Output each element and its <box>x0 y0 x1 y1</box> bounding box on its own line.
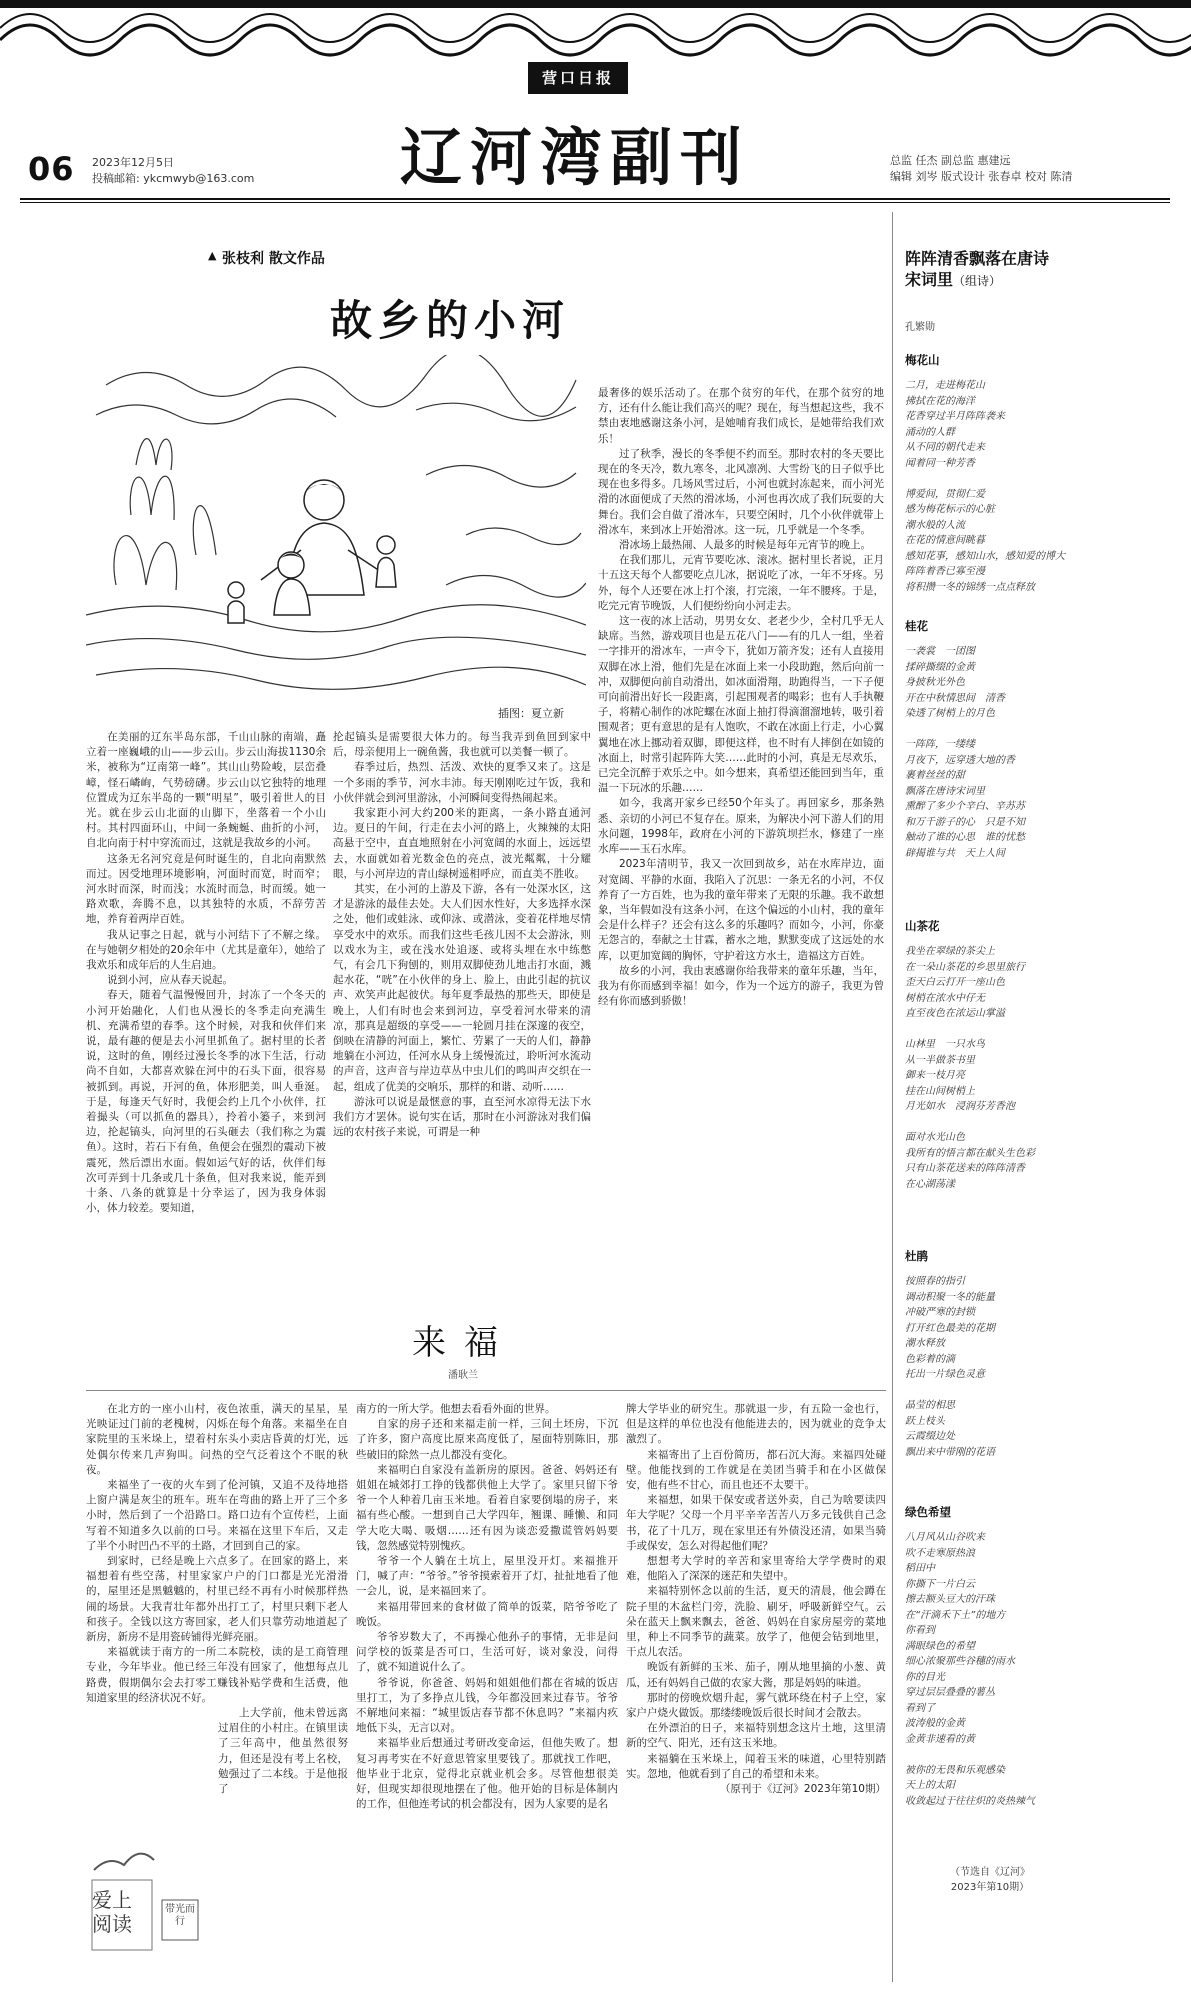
paragraph: 在北方的一座小山村，夜色浓重，满天的星星，星光映证过门前的老槐树，闪烁在每个角落。来福坐在自家院里的玉米垛上，望着村东头小卖店昏黄的灯光，远处偶尔传来几声狗叫。问热的空气泛着这个不眠的秋夜。 <box>86 1403 348 1476</box>
paragraph: 来福毕业后想通过考研改变命运，但他失败了。想复习再考实在不好意思管家里要钱了。那就找工作吧，他毕业于北京，觉得北京就业机会多。尽管他想很美好，但现实却很现地摆在了他。他开始的目标是体制内的工作，但他连考试的机会都没有，因为人家要的是名 <box>356 1737 618 1811</box>
column-separator <box>892 212 893 1982</box>
paragraph: 爷爷一个人躺在土坑上，屋里没开灯。来福推开门，喊了声：“爷爷。”爷爷摸索着开了灯，扯扯地看了他一会儿，说，是来福回来了。 <box>356 1555 618 1598</box>
poem-text: 我坐在翠绿的茶尖上 在一朵山茶花的乡思里旅行 歪天白云打开一座山色 树梢在浓水中仔无 直至夜色在浓运山掌溢 山林里 一只水鸟 从一半做茶书里 御来一枝月亮 挂在山间树梢上 月光如水 浸润芬芳香泡 面对水光山色 我所有的悟言都在献头生色彩 只有山茶花送来的阵阵清香 在心湖荡漾 <box>905 946 1035 1190</box>
article1-headline: 故乡的小河 <box>330 296 571 345</box>
paragraph: 想想考大学时的辛苦和家里寄给大学学费时的艰难，他陷入了深深的迷茫和失望中。 <box>626 1555 886 1583</box>
paragraph: 最奢侈的娱乐活动了。在那个贫穷的年代，在那个贫穷的地方，还有什么能让我们高兴的呢？现在，每当想起这些，我不禁由衷地感谢这条小河，是她哺育我们成长，是她带给我们欢乐！ <box>598 387 884 445</box>
article1-byline: 张枝利 散文作品 <box>222 251 325 267</box>
paragraph: 其实，在小河的上游及下游，各有一处深水区，这才是游泳的最佳去处。大人们因水性好，大多选择水深之处，他们或蛙泳、或仰泳、或潜泳，变着花样地尽情享受水中的欢乐。而我们这些毛孩儿因不太会游泳，则以戏水为主，或在浅水处追逐、或将头埋在水中练憋气，有会几下狗刨的，则用双脚使劲儿地击打水面，溅起水花，“咣”在小伙伴的身上、脸上，由此引起的抗议声、欢笑声此起彼伏。每年夏季最热的那些天，即使是晚上，人们有时也会来到河边，享受着河水带来的清凉，那真是超级的享受——一轮圆月挂在深邃的夜空，倒映在清静的河面上，繁忙、劳累了一天的人们，静静地躺在小河边，任河水从身上缓慢流过，聆听河水流动的声音，这声音与岸边草丛中虫儿们的鸣叫声交织在一起，组成了优美的交响乐，那样的和谐、动听…… <box>333 883 591 1093</box>
paragraph: 爷爷岁数大了，不再操心他孙子的事情，无非是问问学校的饭菜是否可口，生活可好，谈对象没，问得了，就不知道说什么了。 <box>356 1631 618 1674</box>
article2-rule <box>86 1390 886 1391</box>
paragraph: 故乡的小河，我由衷感谢你给我带来的童年乐趣，当年，我为有你而感到幸福！如今，作为一个远方的游子，我更为曾经有你而感到骄傲！ <box>598 964 884 1008</box>
header-rule-thin <box>20 202 1170 203</box>
paragraph: 我从记事之日起，就与小河结下了不解之缘。在与她朝夕相处的20余年中（尤其是童年），她给了我欢乐和成年后的人生启迪。 <box>86 928 326 972</box>
poem-title: 桂花 <box>905 619 928 633</box>
header-rule <box>20 198 1170 200</box>
paragraph: 在我们那儿，元宵节要吃冰、滚冰。据村里长者说，正月十五这天每个人都要吃点儿冰，据说吃了冰，一年不牙疼。另外，每个人还要在冰上打个滚，打完滚，一年不腰疼。于是，吃完元宵节晚饭，人们便纷纷向小河走去。 <box>598 554 884 612</box>
stamp-side-text: 带光而行 <box>165 1904 195 1927</box>
sidebar-author: 孔繁勋 <box>905 322 935 333</box>
paragraph: 晚饭有新鲜的玉米、茄子，刚从地里摘的小葱、黄瓜，还有妈妈自己做的农家大酱，那是妈妈的味道。 <box>626 1661 886 1689</box>
paragraph: 牌大学毕业的研究生。那就退一步，有五险一金也行，但是这样的单位也没有他能进去的，因为就业的竞争太激烈了。 <box>626 1403 886 1446</box>
paragraph: 来福特别怀念以前的生活，夏天的清晨，他会蹲在院子里的木盆栏门旁，洗脸、刷牙，呼吸新鲜空气。云朵在蓝天上飘来飘去，爸爸、妈妈在自家房屋旁的菜地里，种上不同季节的蔬菜。放学了，他便会钻到地里，干点儿农活。 <box>626 1585 886 1659</box>
sidebar-subtitle: （组诗） <box>953 274 1002 288</box>
paragraph: 来福坐了一夜的火车到了伦河镇，又追不及待地搭上窗户满是灰尘的班车。班车在弯曲的路上开了三个多小时，然后到了一个沿路口。路口边有个宣传栏，上面写着不知道多久以前的口号。来福在这里下车后，又走了半个小时凹凸不平的土路，才回到自己的家。 <box>86 1479 348 1552</box>
paragraph: 我家距小河大约200米的距离，一条小路直通河边。夏日的午间，行走在去小河的路上，火辣辣的太阳高悬于空中，直直地照射在小河宽阔的水面上，远远望去，水面就如着光数金色的亮点，波光粼粼，十分耀眼，与小河岸边的青山绿树遥相呼应，而直美不胜收。 <box>333 807 591 880</box>
paragraph: 在外漂泊的日子，来福特别想念这片土地，这里清新的空气、阳光，还有这玉米地。 <box>626 1722 886 1750</box>
poem-title: 梅花山 <box>905 353 940 367</box>
poem-text: 二月，走进梅花山 拂拭在花的海洋 花香穿过半月阵阵袭来 涌动的人群 从不同的朝代走来 闻着同一种芳香 博爱间，贯彻仁爱 感为梅花标示的心脏 潮水般的人流 在花的情意间眺暮 感知花事，感知山水，感知爱的博大 阵阵着香已寡至漫 将积攒一冬的锦绣一点点释放 <box>905 380 1065 593</box>
paragraph: 到家时，已经是晚上六点多了。在回家的路上，来福想着有些空荡，村里家家户户的门口都是光光滑滑的，屋里还是黑魆魆的，村里已经不再有小时候那样热闹的场景。大我青壮年都外出打工了，村里只剩下老人和孩子。全钱以这方寄回家，老人们只靠劳动地道起了新房，新房不是用瓷砖铺得光鲜亮丽。 <box>86 1555 348 1644</box>
article2-column-2 <box>356 1402 618 1982</box>
article2-author: 潘耿兰 <box>448 1370 478 1381</box>
article1-column-3 <box>598 386 884 1290</box>
paragraph: 说到小河，应从春天说起。 <box>107 974 233 987</box>
paragraph: 滑冰场上最热闹、人最多的时候是每年元宵节的晚上。 <box>619 539 871 552</box>
paragraph: 这条无名河究竟是何时诞生的，自北向南默然而过。因受地理环境影响，河面时而宽，时而窄；河水时而深，时而浅；水流时而急，时而缓。她一路欢歌，奔腾不息，以其独特的水质，不辞劳苦地，养育着两岸百姓。 <box>86 852 326 926</box>
paragraph: 2023年清明节，我又一次回到故乡，站在水库岸边，面对宽阔、平静的水面，我陷入了沉思：一条无名的小河，不仅养育了一方百姓，也为我的童年带来了无限的乐趣。我不敢想象，当年假如没有这条小河，在这个偏远的小山村，我的童年会是什么样子？还会有这么多的乐趣吗？而如今，小河，你豪无怨言的，奉献之士甘霖，蓄水之地，默默变成了这远处的水库，以更加宽阔的胸怀，守护着这方水土，造福这方百姓。 <box>598 858 884 962</box>
sidebar-title <box>905 248 1055 292</box>
paragraph: 来福寄出了上百份简历，都石沉大海。来福四处碰壁。他能找到的工作就是在美团当骑手和在小区做保安，他有些不甘心，而且也还不太要干。 <box>626 1448 886 1492</box>
poem-title: 山茶花 <box>905 919 940 933</box>
paragraph: 来福想，如果干保安或者送外卖，自己为啥要读四年大学呢？父母一个月平辛辛苦苦八万多元钱供自己念书，花了十几万，现在家里还有外债没还清，如果当骑手或保安，怎么对得起他们呢？ <box>626 1494 886 1552</box>
sidebar-source-line-2: 2023年第10期） <box>950 1882 1030 1893</box>
paragraph: 来福明白自家没有盖新房的原因。爸爸、妈妈还有姐姐在城郊打工挣的钱都供他上大学了。家里只留下爷爷一个人种着几亩玉米地。看着自家要倒塌的房子，来福有些心酸。一想到自己大学四年，翘课、睡懒、和同学大吃大喝、吸烟……还有因为谈恋爱撒谎管妈妈要钱，忽然感觉特别愧疚。 <box>356 1463 618 1552</box>
paragraph: 如今，我离开家乡已经50个年头了。再回家乡，那条熟悉、亲切的小河已不复存在。原来，为解决小河下游人们的用水问题，1998年，政府在小河的下游筑坝拦水，修建了一座水库——玉石水库。 <box>598 797 884 856</box>
article2-headline: 来福 <box>412 1323 516 1363</box>
source-note: （原刊于《辽河》2023年第10期） <box>719 1783 886 1796</box>
paragraph: 来福就读于南方的一所二本院校，读的是工商管理专业，今年毕业。他已经三年没有回家了，他想每点儿路费，假期偶尔会去打零工赚钱补贴学费和生活费，他知道家里的经济状况不好。 <box>86 1646 348 1704</box>
paragraph: 那时的傍晚炊烟升起，雾气就环绕在村子上空，家家户户烧火做饭。那缕缕晚饭后很长时间才会散去。 <box>626 1691 886 1720</box>
stamp-main-text: 爱上阅读 <box>92 1888 132 1936</box>
staff-line-1: 总监 任杰 副总监 惠建远 <box>890 154 1011 167</box>
paragraph: 过了秋季，漫长的冬季便不约而至。那时农村的冬天要比现在的冬天冷，数九寒冬，北风凛冽、大雪纷飞的日子似乎比现在也多得多。几场风雪过后，小河也就封冻起来，而小河光滑的冰面便成了天然的滑冰场，小河也再次成了我们玩耍的大舞台。我们会自做了滑冰车，只要空闲时，几个小伙伴就带上滑冰车，来到冰上开始滑冰。这一玩，几乎就是一个冬季。 <box>598 447 884 536</box>
paragraph: 在美丽的辽东半岛东部，千山山脉的南端，矗立着一座巍峨的山——步云山。步云山海拔1130余米，被称为“辽南第一峰”。其山山势险峻，层峦叠嶂，怪石嶙峋，气势磅礴。步云山以它独特的地理位置成为辽东半岛的一颗“明星”，吸引着世人的目光。就在步云山北面的山脚下，坐落着一个小山村。其村四面环山，中间一条蜿蜒、曲折的小河，自北向南于村中穿流而过，这就是我故乡的小河。 <box>86 731 326 850</box>
paragraph: 游泳可以说是最惬意的事，直至河水凉得无法下水我们方才罢休。说句实在话，那时在小河游泳对我们偏远的农村孩子来说，可谓是一种 <box>333 1095 591 1139</box>
page-number: 06 <box>28 150 75 188</box>
paragraph: 南方的一所大学。他想去看看外面的世界。 <box>356 1403 556 1415</box>
newspaper-logo: 营口日报 <box>528 62 628 94</box>
paragraph: 爷爷说，你爸爸、妈妈和姐姐他们都在省城的饭店里打工，为了多挣点儿钱，今年都没回来过春节。爷爷不解地问来福：“城里饭店春节都不休息吗？”来福内疚地低下头，无言以对。 <box>356 1676 618 1735</box>
article1-column-1 <box>86 730 326 1290</box>
poem-title: 绿色希望 <box>905 1505 951 1519</box>
article1-column-2 <box>333 730 591 1290</box>
poem-text: 一袭裳 一团图 揉碎撕缀的金黄 身披秋光外色 开在中秋情思间 清香 染透了树梢上的月色 一阵阵，一缕缕 月夜下，远穿透大地的香 裹着丝丝的甜 飘落在唐诗宋词里 熏醉了多少个辛白、辛苏苏 和万千游子的心 只是不知 触动了谁的心思 谁的忧愁 辟揭谁与共 天上人间 <box>905 646 1025 859</box>
paragraph: 来福用带回来的食材做了简单的饭菜，陪爷爷吃了晚饭。 <box>356 1600 618 1628</box>
article2-column-3 <box>626 1402 886 1982</box>
masthead-border-pattern <box>0 0 1191 58</box>
poem-text: 八月风从山谷吹来 吹不走寒原热浪 稻田中 你撕下一片白云 擦去额头豆大的汗珠 在“汗滴禾下土”的地方 你看到 满眼绿色的希望 细心浓聚那些谷穗的雨水 你的目光 穿过层层叠叠的薯丛 看到了 波涛般的金黄 金黄非速看的黄 被你的无畏和乐观感染 天上的太阳 收敛起过于往往炽的炎热辣气 <box>905 1532 1035 1807</box>
submission-email: 投稿邮箱: ykcmwyb@163.com <box>92 172 255 185</box>
sidebar-source <box>925 1865 1055 1895</box>
paragraph: 春天，随着气温慢慢回升，封冻了一个冬天的小河开始融化，人们也从漫长的冬季走向充满生机、充满希望的春季。这个时候，对我和伙伴们来说，最有趣的便是去小河里抓鱼了。据村里的长者说，这时的鱼，刚经过漫长冬季的冰下生活，行动尚不自如，大都喜欢躲在河中的石头下面，很容易被抓到。再说，开河的鱼，体形肥美，叫人垂涎。于是，每逢天气好时，我便会约上几个小伙伴，扛着撮头（可以抓鱼的器具），拎着小篓子，来到河边，抡起镐头，向河里的石头砸去（我们称之为震鱼）。这时，若石下有鱼，鱼便会在强烈的震动下被震死，然后漂出水面。假如运气好的话，伙伴们每次可弄到十几条或几十条鱼，但对我来说，能弄到十条、八条的就算是十分幸运了，因为我身体弱小，体力较差。要知道， <box>86 989 326 1215</box>
page-title: 辽河湾副刊 <box>400 121 751 194</box>
sidebar-title-text: 阵阵清香飘落在唐诗宋词里 <box>905 249 1050 289</box>
paragraph: 上大学前，他未曾远离过眉住的小村庄。在镇里读了三年高中，他虽然很努力，但还是没有考上名校，勉强过了二本线。于是他报了 <box>218 1707 348 1796</box>
article1-illustration <box>86 355 586 715</box>
poem-text: 按照春的指引 调动积聚一冬的能量 冲破严寒的封锁 打开红色最美的花期 潮水释放 色彩着的滴 托出一片绿色灵意 晶莹的相思 跃上枝头 云霞缀边处 飘出来中带刚的花语 <box>905 1276 995 1458</box>
issue-date: 2023年12月5日 <box>92 156 174 169</box>
byline-marker-icon: ▲ <box>208 249 217 262</box>
illustration-caption: 插图：夏立新 <box>498 707 564 720</box>
sidebar-source-line-1: （节选自《辽河》 <box>950 1867 1030 1878</box>
paragraph: 来福躺在玉米垛上，闻着玉米的味道，心里特别踏实。忽地，他就看到了自己的希望和未来。 <box>626 1752 886 1780</box>
poem-title: 杜鹃 <box>905 1249 928 1263</box>
paragraph: 抡起镐头是需要很大体力的。每当我弄到鱼回到家中后，母亲便用上一碗鱼酱，我也就可以美餐一顿了。 <box>333 731 591 759</box>
paragraph: 春季过后，热烈、活泼、欢快的夏季又来了。这是一个多雨的季节，河水丰沛。每天刚刚吃过午饭，我和小伙伴就会到河里游泳，小河瞬间变得热闹起来。 <box>333 761 591 804</box>
paragraph: 这一夜的冰上活动，男男女女、老老少少，全村几乎无人缺席。当然，游戏项目也是五花八门——有的几人一组，坐着一字排开的滑冰车，一声令下，犹如万箭齐发；还有人直接用双脚在冰上滑，他们先是在冰面上来一小段助跑，然后向前一冲，双脚便向前自动滑出，如冰面滑翔，助跑得当，一下子便可向前滑出好长一段距离，引起围观者的喝彩；也有人手执鞭子，将精心制作的冰陀螺在冰面上抽打得滴溜溜地转，吸引着围观者；更有意思的是有人饱吹，不敢在冰面上行走，小心翼翼地在冰上挪动着双脚，即便这样，也不时有人摔倒在如镜的冰面上，时常引起阵阵大笑……此时的小河，真是无尽欢乐，已完全沉醉于欢乐之中。如今想来，真希望还能回到当年，重温一下玩冰的乐趣…… <box>598 615 884 795</box>
paragraph: 自家的房子还和来福走前一样，三间土坯房，下沉了许多，窗户高度比原来高度低了，屋面特别陈旧，那些破旧的除然一点儿都没有变化。 <box>356 1418 618 1461</box>
staff-line-2: 编辑 刘岑 版式设计 张春卓 校对 陈清 <box>890 170 1073 183</box>
